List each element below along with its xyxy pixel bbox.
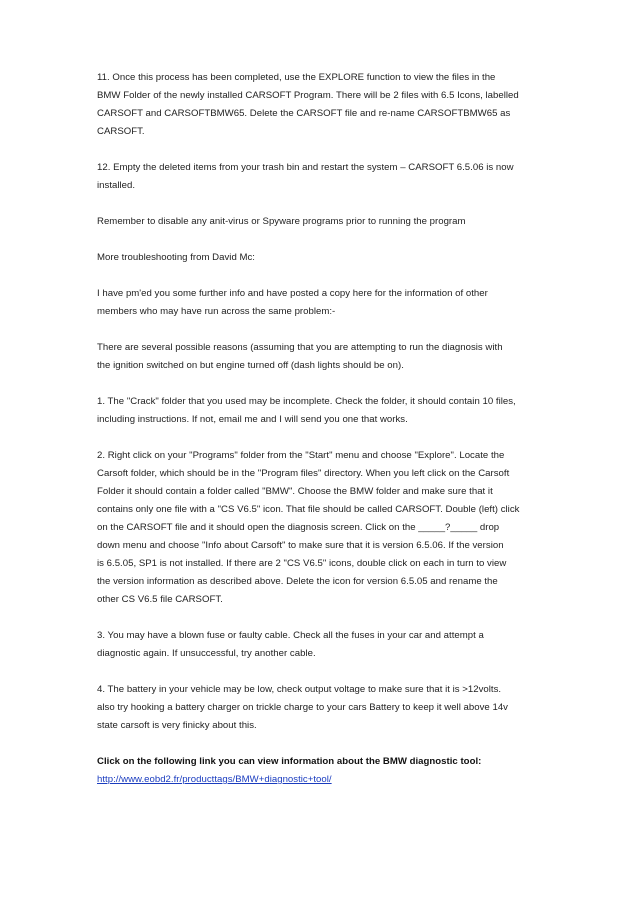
text-line: 11. Once this process has been completed, use the EXPLORE function to view the files in the: [97, 72, 496, 83]
text-line: installed.: [97, 180, 136, 191]
text-line: down menu and choose "Info about Carsoft" to make sure that it is version 6.5.06. If the version: [97, 540, 504, 551]
product-tags-link[interactable]: http://www.eobd2.fr/producttags/BMW+diagnostic+tool/: [97, 774, 332, 785]
paragraph-step-12: [97, 159, 557, 195]
text-line: Folder it should contain a folder called "BMW". Choose the BMW folder and make sure that it: [97, 486, 493, 497]
text-line: 3. You may have a blown fuse or faulty cable. Check all the fuses in your car and attempt a: [97, 630, 484, 641]
text-line: There are several possible reasons (assuming that you are attempting to run the diagnosis with: [97, 342, 503, 353]
paragraph-troubleshooting-heading: [97, 249, 557, 267]
paragraph-step-11: [97, 69, 557, 141]
text-line: including instructions. If not, email me and I will send you one that works.: [97, 414, 408, 425]
text-line: More troubleshooting from David Mc:: [97, 252, 255, 263]
text-line: diagnostic again. If unsuccessful, try another cable.: [97, 648, 316, 659]
paragraph-reason-1: [97, 393, 557, 429]
text-line: Carsoft folder, which should be in the "Program files" directory. When you left click on the Carsoft: [97, 468, 510, 479]
text-line: 4. The battery in your vehicle may be low, check output voltage to make sure that it is >12volts.: [97, 684, 502, 695]
text-line: BMW Folder of the newly installed CARSOFT Program. There will be 2 files with 6.5 Icons, labelled: [97, 90, 519, 101]
paragraph-reason-3: [97, 627, 557, 663]
text-line: the ignition switched on but engine turned off (dash lights should be on).: [97, 360, 404, 371]
text-line: state carsoft is very finicky about this.: [97, 720, 257, 731]
document-body: [97, 69, 557, 807]
text-line: 12. Empty the deleted items from your trash bin and restart the system – CARSOFT 6.5.06 is now: [97, 162, 514, 173]
text-line: members who may have run across the same problem:-: [97, 306, 336, 317]
text-line: 1. The "Crack" folder that you used may be incomplete. Check the folder, it should contain 10 files,: [97, 396, 516, 407]
paragraph-info-note: [97, 285, 557, 321]
text-line: on the CARSOFT file and it should open the diagnosis screen. Click on the _____?_____ drop: [97, 522, 500, 533]
text-line: other CS V6.5 file CARSOFT.: [97, 594, 223, 605]
text-line: is 6.5.05, SP1 is not installed. If there are 2 "CS V6.5" icons, double click on each in turn to view: [97, 558, 507, 569]
paragraph-reason-4: [97, 681, 557, 735]
paragraph-reminder: [97, 213, 557, 231]
text-line: CARSOFT.: [97, 126, 145, 137]
link-intro-text: Click on the following link you can view information about the BMW diagnostic tool:: [97, 756, 482, 767]
text-line: CARSOFT and CARSOFTBMW65. Delete the CARSOFT file and re-name CARSOFTBMW65 as: [97, 108, 511, 119]
text-line: also try hooking a battery charger on trickle charge to your cars Battery to keep it well above 14v: [97, 702, 508, 713]
paragraph-reason-2: [97, 447, 557, 609]
text-line: 2. Right click on your "Programs" folder from the "Start" menu and choose "Explore". Locate the: [97, 450, 505, 461]
text-line: Remember to disable any anit-virus or Spyware programs prior to running the program: [97, 216, 466, 227]
paragraph-reasons-intro: [97, 339, 557, 375]
text-line: the version information as described above. Delete the icon for version 6.5.05 and rename the: [97, 576, 498, 587]
text-line: contains only one file with a "CS V6.5" icon. That file should be called CARSOFT. Double (left) click: [97, 504, 520, 515]
text-line: I have pm'ed you some further info and have posted a copy here for the information of other: [97, 288, 488, 299]
paragraph-link-section: [97, 753, 557, 789]
